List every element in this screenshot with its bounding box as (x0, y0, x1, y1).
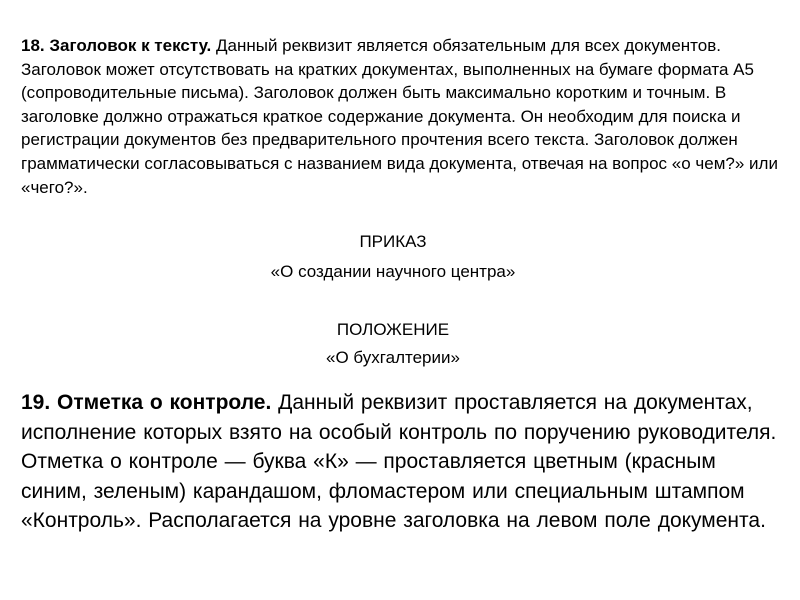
example-2-doc-type: ПОЛОЖЕНИЕ (336, 320, 450, 339)
example-1-doc-type: ПРИКАЗ (359, 232, 427, 251)
section-19-paragraph (21, 388, 781, 536)
section-18-body: Данный реквизит является обязательным для всех документов. Заголовок может отсутствовать на кратких документах, выполненных на бумаге формата А5 (сопроводительные письма). Заголовок должен быть максимально коротким и точным. В заголовке должно отражаться краткое содержание документа. Он необходим для поиска и регистрации документов без предварительного прочтения всего текста. Заголовок должен грамматически согласовываться с названием вида документа, отвечая на вопрос «о чем?» или «чего?». (21, 36, 778, 197)
section-18-heading: 18. Заголовок к тексту. (21, 36, 212, 55)
section-18-paragraph (21, 34, 781, 199)
example-2-title: «О бухгалтерии» (326, 348, 460, 367)
section-19-heading: 19. Отметка о контроле. (21, 391, 272, 414)
section-19-body: Данный реквизит проставляется на документах, исполнение которых взято на особый контроль по поручению руководителя. Отметка о контроле — буква «К» — проставляется цветным (красным синим, зеленым) карандашом, фломастером или специальным штампом «Контроль». Располагается на уровне заголовка на левом поле документа. (21, 391, 777, 533)
example-1-title: «О создании научного центра» (270, 262, 516, 281)
